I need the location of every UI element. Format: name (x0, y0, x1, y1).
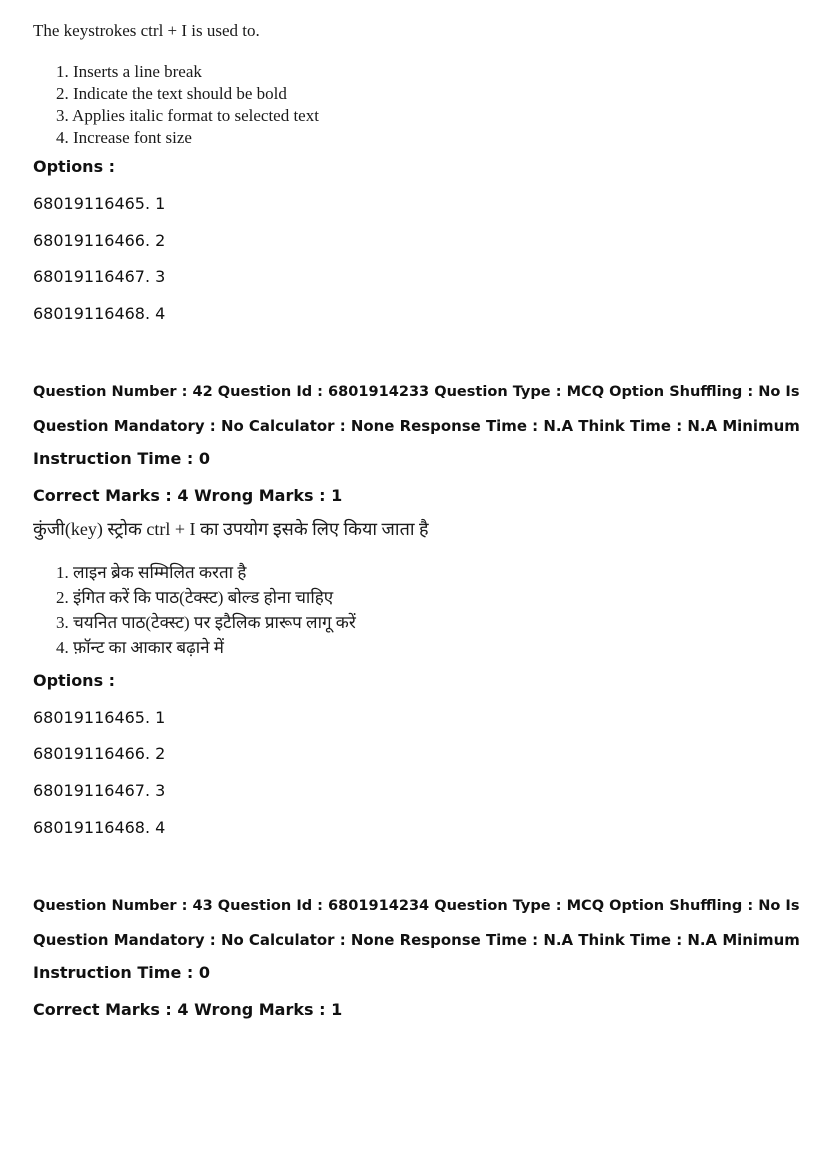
question-item-list (56, 560, 356, 660)
list-item: 2. इंगित करें कि पाठ(टेक्स्ट) बोल्ड होना चाहिए (56, 588, 334, 607)
question-text: The keystrokes ctrl + I is used to. (33, 21, 260, 40)
list-item: 1. Inserts a line break (56, 62, 202, 81)
list-item: 4. फ़ॉन्ट का आकार बढ़ाने में (56, 638, 224, 657)
options-label: Options : (33, 157, 116, 176)
question-meta-line: Question Number : 42 Question Id : 6801914233 Question Type : MCQ Option Shuffling : No Is (33, 384, 800, 400)
question-text: कुंजी(key) स्ट्रोक ctrl + I का उपयोग इसके लिए किया जाता है (33, 519, 429, 539)
list-item: 3. चयनित पाठ(टेक्स्ट) पर इटैलिक प्रारूप लागू करें (56, 613, 356, 632)
list-item: 4. Increase font size (56, 128, 192, 147)
option-item: 68019116465. 1 (33, 194, 166, 213)
option-item: 68019116468. 4 (33, 304, 166, 323)
question-meta-line: Question Number : 43 Question Id : 6801914234 Question Type : MCQ Option Shuffling : No Is (33, 898, 800, 914)
option-item: 68019116465. 1 (33, 708, 166, 727)
options-label: Options : (33, 671, 116, 690)
list-item: 1. लाइन ब्रेक सम्मिलित करता है (56, 563, 247, 582)
question-meta-line: Instruction Time : 0 (33, 449, 210, 468)
question-meta-line: Instruction Time : 0 (33, 963, 210, 982)
question-meta-line: Question Mandatory : No Calculator : None Response Time : N.A Think Time : N.A Minimum (33, 417, 800, 435)
question-item-list (56, 61, 319, 149)
option-item: 68019116467. 3 (33, 781, 166, 800)
question-meta-line: Question Mandatory : No Calculator : None Response Time : N.A Think Time : N.A Minimum (33, 931, 800, 949)
question-marks: Correct Marks : 4 Wrong Marks : 1 (33, 486, 343, 505)
list-item: 2. Indicate the text should be bold (56, 84, 287, 103)
option-item: 68019116466. 2 (33, 231, 166, 250)
option-item: 68019116466. 2 (33, 744, 166, 763)
question-marks: Correct Marks : 4 Wrong Marks : 1 (33, 1000, 343, 1019)
option-item: 68019116468. 4 (33, 818, 166, 837)
option-item: 68019116467. 3 (33, 267, 166, 286)
list-item: 3. Applies italic format to selected text (56, 106, 319, 125)
